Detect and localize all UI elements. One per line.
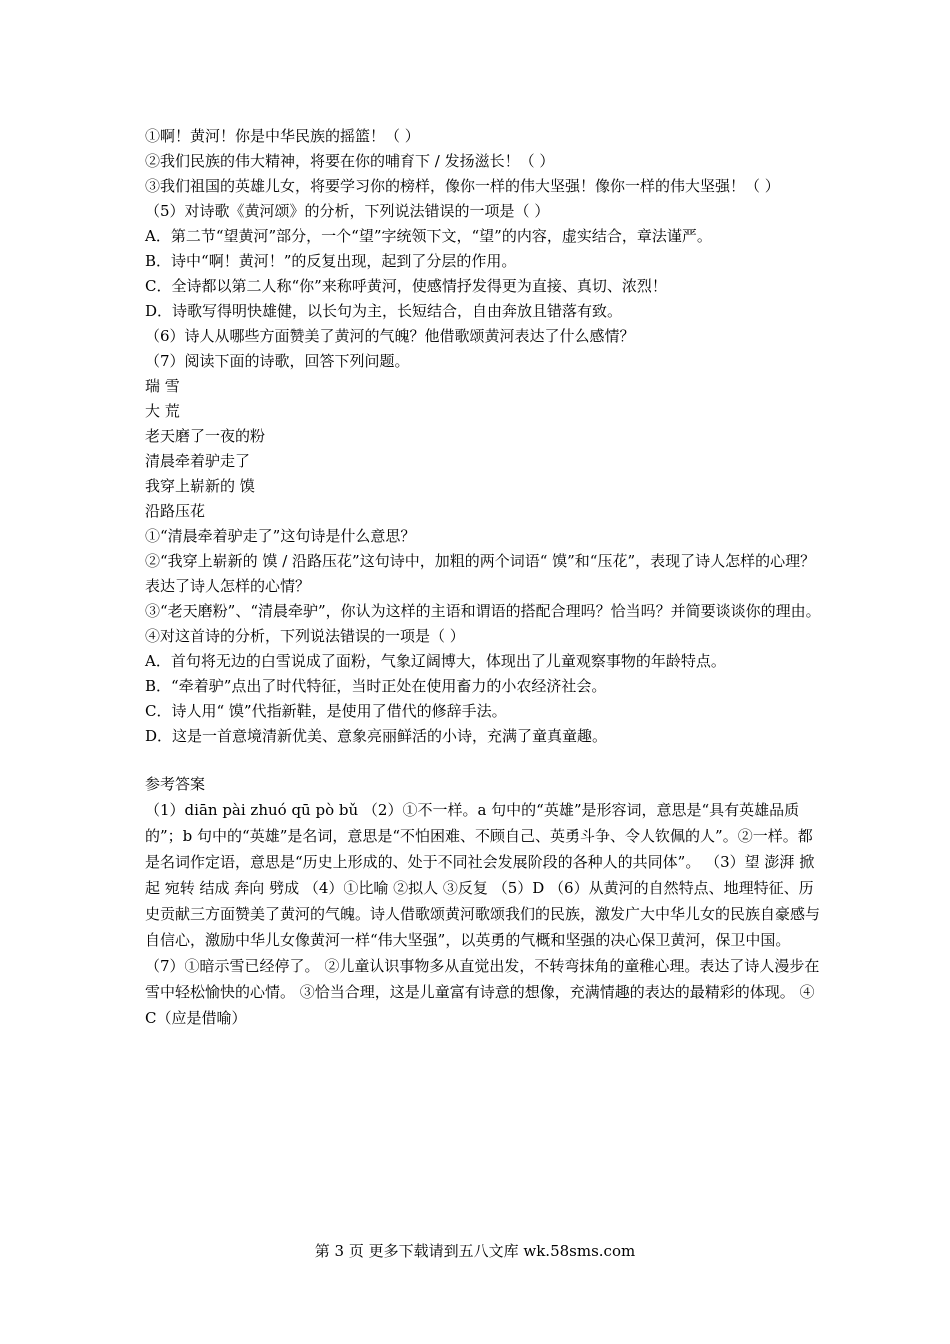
section-gap <box>145 749 821 771</box>
poem-line: 沿路压花 <box>145 502 206 520</box>
option-line: C．全诗都以第二人称“你”来称呼黄河，使感情抒发得更为直接、真切、浓烈！ <box>145 277 667 295</box>
question-line: （7）阅读下面的诗歌，回答下列问题。 <box>145 352 410 370</box>
page-footer: 第 3 页 更多下载请到五八文库 wk.58sms.com <box>314 1242 636 1260</box>
poem-line: 清晨牵着驴走了 <box>145 452 251 470</box>
answer-section <box>145 771 821 1031</box>
question-line: ①“清晨牵着驴走了”这句诗是什么意思？ <box>145 527 416 545</box>
option-line: D．诗歌写得明快雄健，以长句为主，长短结合，自由奔放且错落有致。 <box>145 302 623 320</box>
answer-body: （1）diān pài zhuó qū pò bǔ （2）①不一样。a 句中的“英雄”是形容词，意思是“具有英雄品质的”；b 句中的“英雄”是名词，意思是“不怕困难、不顾自己、英勇斗争、令人钦佩的人”。②一样。都是名词作定语，意思是“历史上形成的、处于不同社会发展阶段的各种人的共同体”。 （3）望 澎湃 掀起 宛转 结成 奔向 劈成 （4）①比喻 ②拟人 ③反复 （5）D （6）从黄河的自然特点、地理特征、历史贡献三方面赞美了黄河的气魄。诗人借歌颂黄河歌颂我们的民族，激发广大中华儿女的民族自豪感与自信心，激励中华儿女像黄河一样“伟大坚强”，以英勇的气概和坚强的决心保卫黄河，保卫中国。 （7）①暗示雪已经停了。 ②儿童认识事物多从直觉出发，不转弯抹角的童稚心理。表达了诗人漫步在雪中轻松愉快的心情。 ③恰当合理，这是儿童富有诗意的想像，充满情趣的表达的最精彩的体现。 ④C（应是借喻） <box>145 801 821 1027</box>
option-line: A．第二节“望黄河”部分，一个“望”字统领下文，“望”的内容，虚实结合，章法谨严。 <box>145 227 712 245</box>
question-line: ③“老天磨粉”、“清晨牵驴”，你认为这样的主语和谓语的搭配合理吗？恰当吗？并简要谈谈你的理由。 <box>145 602 821 620</box>
question-section <box>145 124 821 749</box>
option-line: B．“牵着驴”点出了时代特征，当时正处在使用畜力的小农经济社会。 <box>145 677 607 695</box>
option-line: D．这是一首意境清新优美、意象亮丽鲜活的小诗，充满了童真童趣。 <box>145 727 608 745</box>
answer-heading: 参考答案 <box>145 775 206 793</box>
document-page <box>145 124 821 1031</box>
option-line: C．诗人用“ 馍”代指新鞋，是使用了借代的修辞手法。 <box>145 702 507 720</box>
question-line: ④对这首诗的分析，下列说法错误的一项是（ ） <box>145 627 465 645</box>
question-line: ②我们民族的伟大精神，将要在你的哺育下 / 发扬滋长！（ ） <box>145 152 555 170</box>
poem-line: 我穿上崭新的 馍 <box>145 477 255 495</box>
question-line: （5）对诗歌《黄河颂》的分析，下列说法错误的一项是（ ） <box>145 202 550 220</box>
question-line: ③我们祖国的英雄儿女，将要学习你的榜样，像你一样的伟大坚强！像你一样的伟大坚强！（ ） <box>145 177 780 195</box>
option-line: A．首句将无边的白雪说成了面粉，气象辽阔博大，体现出了儿童观察事物的年龄特点。 <box>145 652 726 670</box>
poem-line: 老天磨了一夜的粉 <box>145 427 266 445</box>
question-line: ①啊！黄河！你是中华民族的摇篮！（ ） <box>145 127 420 145</box>
question-line: ②“我穿上崭新的 馍 / 沿路压花”这句诗中，加粗的两个词语“ 馍”和“压花”，表现了诗人怎样的心理？表达了诗人怎样的心情？ <box>145 552 816 595</box>
poem-author: 大 荒 <box>145 402 180 420</box>
option-line: B．诗中“啊！黄河！”的反复出现，起到了分层的作用。 <box>145 252 517 270</box>
poem-title: 瑞 雪 <box>145 377 180 395</box>
question-line: （6）诗人从哪些方面赞美了黄河的气魄？他借歌颂黄河表达了什么感情？ <box>145 327 635 345</box>
